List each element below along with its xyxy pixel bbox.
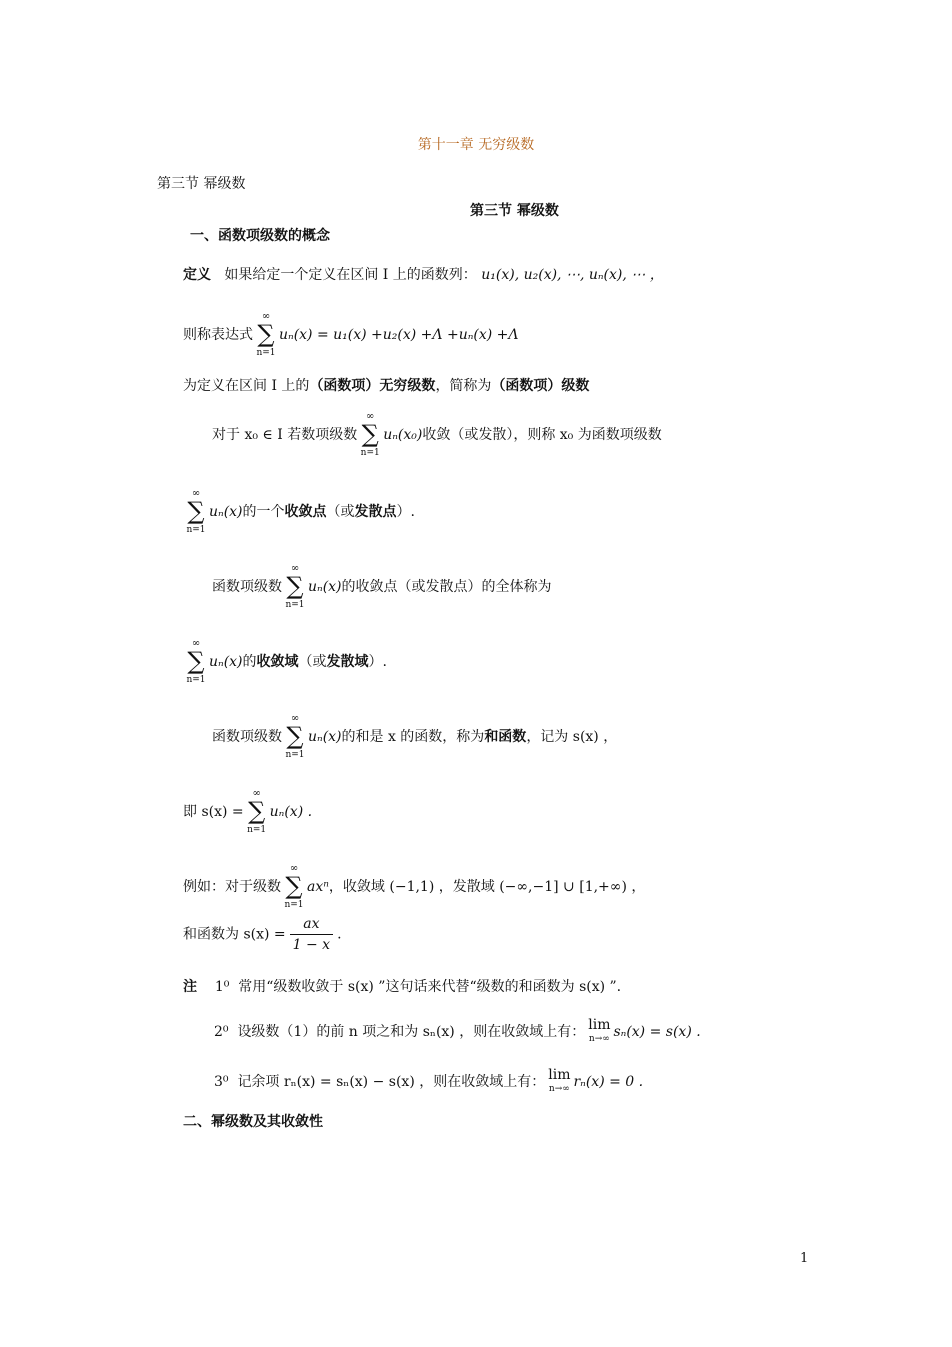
sum-symbol xyxy=(185,488,207,536)
sigma: ∑ xyxy=(248,797,266,825)
lim: lim xyxy=(588,1017,611,1033)
sum-function-formula xyxy=(183,788,312,836)
text: 例如：对于级数 xyxy=(183,879,281,895)
term-series: （函数项）级数 xyxy=(491,378,590,394)
text: ）. xyxy=(396,504,415,520)
sum-symbol xyxy=(284,563,306,611)
sum-upper: ∞ xyxy=(289,863,299,874)
text: ）. xyxy=(368,654,387,670)
example-line xyxy=(183,863,645,911)
sum-upper: ∞ xyxy=(191,638,201,649)
sum-lower: n=1 xyxy=(247,825,267,835)
term-convergence-domain: 收敛域 xyxy=(256,654,299,670)
sum-upper: ∞ xyxy=(261,311,271,322)
text: 收敛（或发散），则称 x₀ 为函数项级数 xyxy=(422,427,662,443)
sigma: ∑ xyxy=(285,872,303,900)
lim-sub: n→∞ xyxy=(548,1084,570,1094)
sum-lower: n=1 xyxy=(186,525,206,535)
example-sum-line xyxy=(183,914,342,955)
note-label: 注 xyxy=(183,979,197,995)
note-index: 3⁰ xyxy=(214,1074,229,1090)
note-3 xyxy=(214,1068,643,1096)
sum-symbol xyxy=(283,863,305,911)
convergence-point-line xyxy=(183,488,415,536)
sum-lower: n=1 xyxy=(285,600,305,610)
sum-upper: ∞ xyxy=(290,563,300,574)
fraction xyxy=(290,914,333,955)
text: 常用“级数收敛于 s(x) ”这句话来代替“级数的和函数为 s(x) ”. xyxy=(238,979,622,995)
chapter-title: 第十一章 无穷级数 xyxy=(417,137,535,153)
text: 即 s(x) = xyxy=(183,804,244,820)
lim: lim xyxy=(548,1067,571,1083)
text: 和函数为 s(x) = xyxy=(183,926,286,943)
math: sₙ(x) = s(x) . xyxy=(613,1024,701,1040)
definition-text: 如果给定一个定义在区间 I 上的函数列： xyxy=(224,267,477,283)
domain-line xyxy=(183,638,387,686)
term-convergence-point: 收敛点 xyxy=(284,504,327,520)
note-2 xyxy=(214,1018,701,1046)
sum-lower: n=1 xyxy=(256,348,276,358)
expression-line xyxy=(183,311,519,359)
term-sum-function: 和函数 xyxy=(484,729,527,745)
sum-symbol xyxy=(185,638,207,686)
text: （或 xyxy=(326,504,355,520)
page-number: 1 xyxy=(800,1251,809,1266)
text: 的 xyxy=(242,654,257,670)
text: ，收敛域 (−1,1) ，发散域 (−∞,−1] ∪ [1,+∞) ， xyxy=(328,879,646,895)
term-function-series: （函数项）无穷级数 xyxy=(309,378,436,394)
sum-symbol xyxy=(359,411,381,459)
sum-upper: ∞ xyxy=(366,411,375,422)
sum-upper: ∞ xyxy=(252,788,261,799)
sum-symbol xyxy=(284,713,306,761)
math: uₙ(x) xyxy=(209,654,243,670)
text: 的和是 x 的函数，称为 xyxy=(341,729,485,745)
sigma: ∑ xyxy=(187,647,205,675)
math: uₙ(x) xyxy=(209,504,243,520)
text: 函数项级数 xyxy=(212,729,282,745)
sum-symbol xyxy=(246,788,268,836)
text: ，记为 s(x) ， xyxy=(526,729,618,745)
math: rₙ(x) = 0 . xyxy=(573,1074,644,1090)
convergence-line xyxy=(212,411,662,459)
lim-sub: n→∞ xyxy=(588,1034,610,1044)
text: . xyxy=(337,926,342,943)
sigma: ∑ xyxy=(286,572,304,600)
text: 记余项 rₙ(x) = sₙ(x) − s(x) ，则在收敛域上有： xyxy=(237,1074,546,1090)
section1-heading: 一、函数项级数的概念 xyxy=(190,228,330,244)
sum-lower: n=1 xyxy=(285,750,305,760)
numerator: ax xyxy=(290,914,333,935)
sum-lower: n=1 xyxy=(186,675,206,685)
denominator: 1 − x xyxy=(292,937,331,953)
definition-label: 定义 xyxy=(183,267,211,283)
sigma: ∑ xyxy=(257,320,275,348)
section-title: 第三节 幂级数 xyxy=(470,203,559,219)
limit xyxy=(548,1068,570,1096)
text: （或 xyxy=(298,654,327,670)
term-divergence-point: 发散点 xyxy=(354,504,397,520)
text: 对于 x₀ ∈ I 若数项级数 xyxy=(212,427,358,443)
function-sequence: u₁(x), u₂(x), ⋯, uₙ(x), ⋯ ， xyxy=(481,267,664,283)
math: uₙ(x₀) xyxy=(383,427,423,443)
definition-line xyxy=(183,266,664,284)
sum-symbol xyxy=(255,311,277,359)
text: 设级数（1）的前 n 项之和为 sₙ(x) ，则在收敛域上有： xyxy=(237,1024,586,1040)
series-definition xyxy=(183,377,589,395)
term-divergence-domain: 发散域 xyxy=(326,654,369,670)
limit xyxy=(588,1018,610,1046)
domain-intro-line xyxy=(212,563,552,611)
note-1 xyxy=(183,978,621,996)
math: uₙ(x) . xyxy=(269,804,313,820)
text: 为定义在区间 I 上的 xyxy=(183,378,310,394)
math: axⁿ xyxy=(307,879,329,895)
text: ，简称为 xyxy=(435,378,492,394)
sum-upper: ∞ xyxy=(290,713,300,724)
sigma: ∑ xyxy=(286,722,304,750)
expression-rhs: uₙ(x) = u₁(x) +u₂(x) +Λ +uₙ(x) +Λ xyxy=(279,327,519,343)
section-label: 第三节 幂级数 xyxy=(157,176,246,192)
sum-lower: n=1 xyxy=(284,900,304,910)
sum-lower: n=1 xyxy=(360,448,380,458)
note-index: 1⁰ xyxy=(214,979,230,995)
expression-prefix: 则称表达式 xyxy=(183,327,253,343)
sum-function-line xyxy=(212,713,617,761)
sum-upper: ∞ xyxy=(191,488,201,499)
sigma: ∑ xyxy=(187,497,205,525)
math: uₙ(x) xyxy=(308,729,342,745)
text: 函数项级数 xyxy=(212,579,282,595)
section2-heading: 二、幂级数及其收敛性 xyxy=(183,1114,323,1130)
text: 的收敛点（或发散点）的全体称为 xyxy=(341,579,552,595)
sigma: ∑ xyxy=(361,420,379,448)
note-index: 2⁰ xyxy=(214,1024,229,1040)
text: 的一个 xyxy=(242,504,285,520)
math: uₙ(x) xyxy=(308,579,342,595)
